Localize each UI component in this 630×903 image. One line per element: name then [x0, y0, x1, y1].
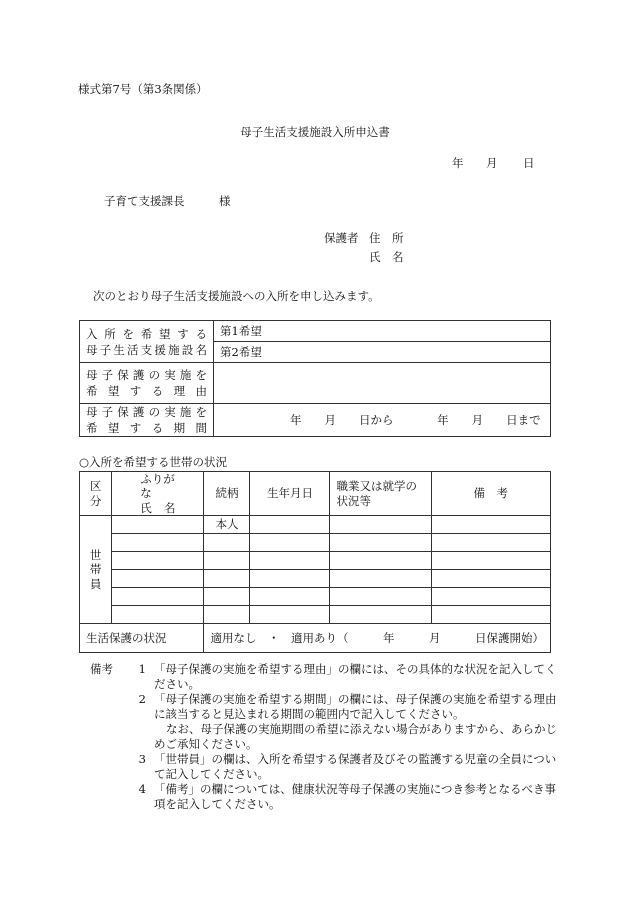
table-row: [80, 570, 551, 588]
note-item: 2 「母子保護の実施を希望する期間」の欄には、母子保護の実施を希望する理由に該当すると見込まれる期間の範囲内で記入してください。: [138, 692, 557, 721]
member-name-cell[interactable]: [112, 534, 204, 552]
period-label: 母子保護の実施を 希望する期間: [80, 404, 214, 437]
page-title: 母子生活支援施設入所申込書: [240, 125, 390, 139]
table-row: [80, 606, 551, 624]
member-birthdate-cell[interactable]: [250, 606, 330, 624]
member-remarks-cell[interactable]: [431, 516, 551, 534]
intro-text: 次のとおり母子生活支援施設への入所を申し込みます。: [93, 289, 380, 303]
date-month: 月: [486, 156, 498, 170]
member-remarks-cell[interactable]: [431, 552, 551, 570]
member-name-cell[interactable]: [112, 606, 204, 624]
date-day: 日: [523, 156, 535, 170]
member-relation-cell[interactable]: 本人: [204, 516, 250, 534]
notes-label: 備考: [90, 662, 113, 676]
notes-section: [90, 662, 560, 812]
header-birthdate: 生年月日: [250, 472, 330, 516]
recipient-honorific: 様: [219, 194, 231, 208]
form-number: 様式第7号（第3条関係）: [78, 82, 208, 96]
header-remarks: 備 考: [431, 472, 551, 516]
member-relation-cell[interactable]: [204, 534, 250, 552]
member-birthdate-cell[interactable]: [250, 552, 330, 570]
header-category: 区分: [80, 472, 112, 516]
household-table: [79, 471, 551, 653]
member-occupation-cell[interactable]: [330, 588, 431, 606]
facility-label: 入所を希望する 母子生活支援施設名: [80, 321, 214, 363]
member-name-cell[interactable]: [112, 516, 204, 534]
welfare-options[interactable]: 適用なし ・ 適用あり（ 年 月 日保護開始）: [204, 624, 551, 653]
table-row: [80, 588, 551, 606]
member-relation-cell[interactable]: [204, 606, 250, 624]
household-heading: ○入所を希望する世帯の状況: [79, 455, 228, 469]
note-item: 3 「世帯員」の欄は、入所を希望する保護者及びその監護する児童の全員について記入してください。: [138, 752, 557, 781]
member-remarks-cell[interactable]: [431, 606, 551, 624]
header-name: ふりがな 氏 名: [112, 472, 204, 516]
member-name-cell[interactable]: [112, 570, 204, 588]
member-birthdate-cell[interactable]: [250, 570, 330, 588]
note-item: 4 「備考」の欄については、健康状況等母子保護の実施につき参考となるべき事項を記入してください。: [138, 782, 557, 811]
note-item: 備考 1 「母子保護の実施を希望する理由」の欄には、その具体的な状況を記入してください。: [90, 662, 557, 691]
member-occupation-cell[interactable]: [330, 552, 431, 570]
reason-field[interactable]: [214, 363, 551, 404]
address-label: 住 所: [369, 231, 404, 245]
welfare-label: 生活保護の状況: [80, 624, 204, 653]
name-label: 氏 名: [369, 250, 404, 264]
member-relation-cell[interactable]: [204, 552, 250, 570]
reason-label: 母子保護の実施を 希望する理由: [80, 363, 214, 404]
member-birthdate-cell[interactable]: [250, 588, 330, 606]
date-year: 年: [452, 156, 464, 170]
facility-choice-2[interactable]: 第2希望: [214, 342, 551, 363]
member-birthdate-cell[interactable]: [250, 534, 330, 552]
member-occupation-cell[interactable]: [330, 516, 431, 534]
member-occupation-cell[interactable]: [330, 606, 431, 624]
table-row: [80, 552, 551, 570]
note-item: なお、母子保護の実施期間の希望に添えない場合がありますから、あらかじめご承知ください。: [154, 722, 557, 751]
member-relation-cell[interactable]: [204, 570, 250, 588]
member-label: 世帯員: [80, 516, 112, 624]
facility-choice-1[interactable]: 第1希望: [214, 321, 551, 342]
header-relation: 続柄: [204, 472, 250, 516]
member-remarks-cell[interactable]: [431, 570, 551, 588]
header-occupation: 職業又は就学の 状況等: [330, 472, 431, 516]
member-name-cell[interactable]: [112, 552, 204, 570]
member-remarks-cell[interactable]: [431, 534, 551, 552]
member-remarks-cell[interactable]: [431, 588, 551, 606]
member-name-cell[interactable]: [112, 588, 204, 606]
period-field[interactable]: 年 月 日から 年 月 日まで: [214, 404, 551, 437]
recipient-department: 子育て支援課長: [104, 194, 185, 208]
member-occupation-cell[interactable]: [330, 534, 431, 552]
member-birthdate-cell[interactable]: [250, 516, 330, 534]
table-row: [80, 516, 551, 534]
application-table: [79, 320, 551, 437]
member-relation-cell[interactable]: [204, 588, 250, 606]
applicant-role: 保護者: [324, 231, 359, 245]
table-row: [80, 534, 551, 552]
member-occupation-cell[interactable]: [330, 570, 431, 588]
